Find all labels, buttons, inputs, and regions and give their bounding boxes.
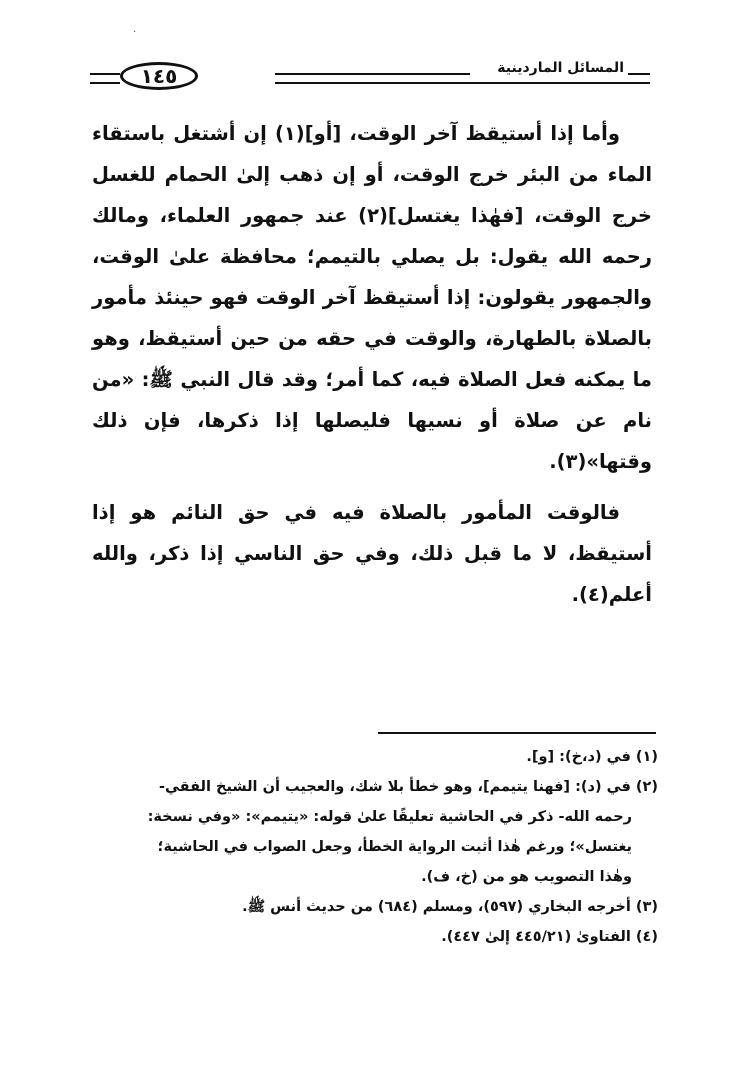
footnote-1: (١) في (د،خ): [و]. [526, 749, 658, 765]
footnote-2-line-4: وهٰذا التصويب هو من (خ، ف). [421, 869, 632, 885]
page-number-oval [120, 62, 198, 90]
paragraph-2: فالوقت المأمور بالصلاة فيه في حق النائم هو إذا أستيقظ، لا ما قبل ذلك، وفي حق الناسي إذا ذكر، والله أعلم(٤). [92, 501, 652, 606]
header-rule-left [90, 73, 120, 84]
page-header [90, 60, 650, 94]
running-title: المسائل الماردينية [470, 60, 628, 76]
footnote-separator [378, 732, 656, 734]
footnote-2-line-3: يغتسل»؛ ورغم هٰذا أثبت الرواية الخطأ، وجعل الصواب في الحاشية؛ [157, 839, 632, 855]
main-text [92, 113, 652, 615]
page-number: ١٤٥ [140, 64, 178, 88]
footnote-4: (٤) الفتاوىٰ (٤٤٥/٢١ إلىٰ ٤٤٧). [441, 929, 658, 945]
scan-mark: · [133, 27, 137, 38]
footnotes [92, 742, 658, 952]
footnote-2-line-2: رحمه الله- ذكر في الحاشية تعليقًا علىٰ قوله: «يتيمم»: «وفي نسخة: [147, 809, 632, 825]
footnote-3: (٣) أخرجه البخاري (٥٩٧)، ومسلم (٦٨٤) من حديث أنس ﷺ. [242, 899, 658, 915]
paragraph-1: وأما إذا أستيقظ آخر الوقت، [أو](١) إن أشتغل باستقاء الماء من البئر خرج الوقت، أو إن ذهب إلىٰ الحمام للغسل خرج الوقت، [فهٰذا يغتسل](٢) عند جمهور العلماء، ومالك رحمه الله يقول: بل يصلي بالتيمم؛ محافظة علىٰ الوقت، والجمهور يقولون: إذا أستيقظ آخر الوقت فهو حينئذ مأمور بالصلاة بالطهارة، والوقت في حقه من حين أستيقظ، وهو ما يمكنه فعل الصلاة فيه، كما أمر؛ وقد قال النبي ﷺ: «من نام عن صلاة أو نسيها فليصلها إذا ذكرها، فإن ذلك وقتها»(٣). [92, 122, 652, 473]
footnote-2-line-1: (٢) في (د): [فهنا يتيمم]، وهو خطأ بلا شك، والعجيب أن الشيخ الفقي- [158, 779, 658, 795]
